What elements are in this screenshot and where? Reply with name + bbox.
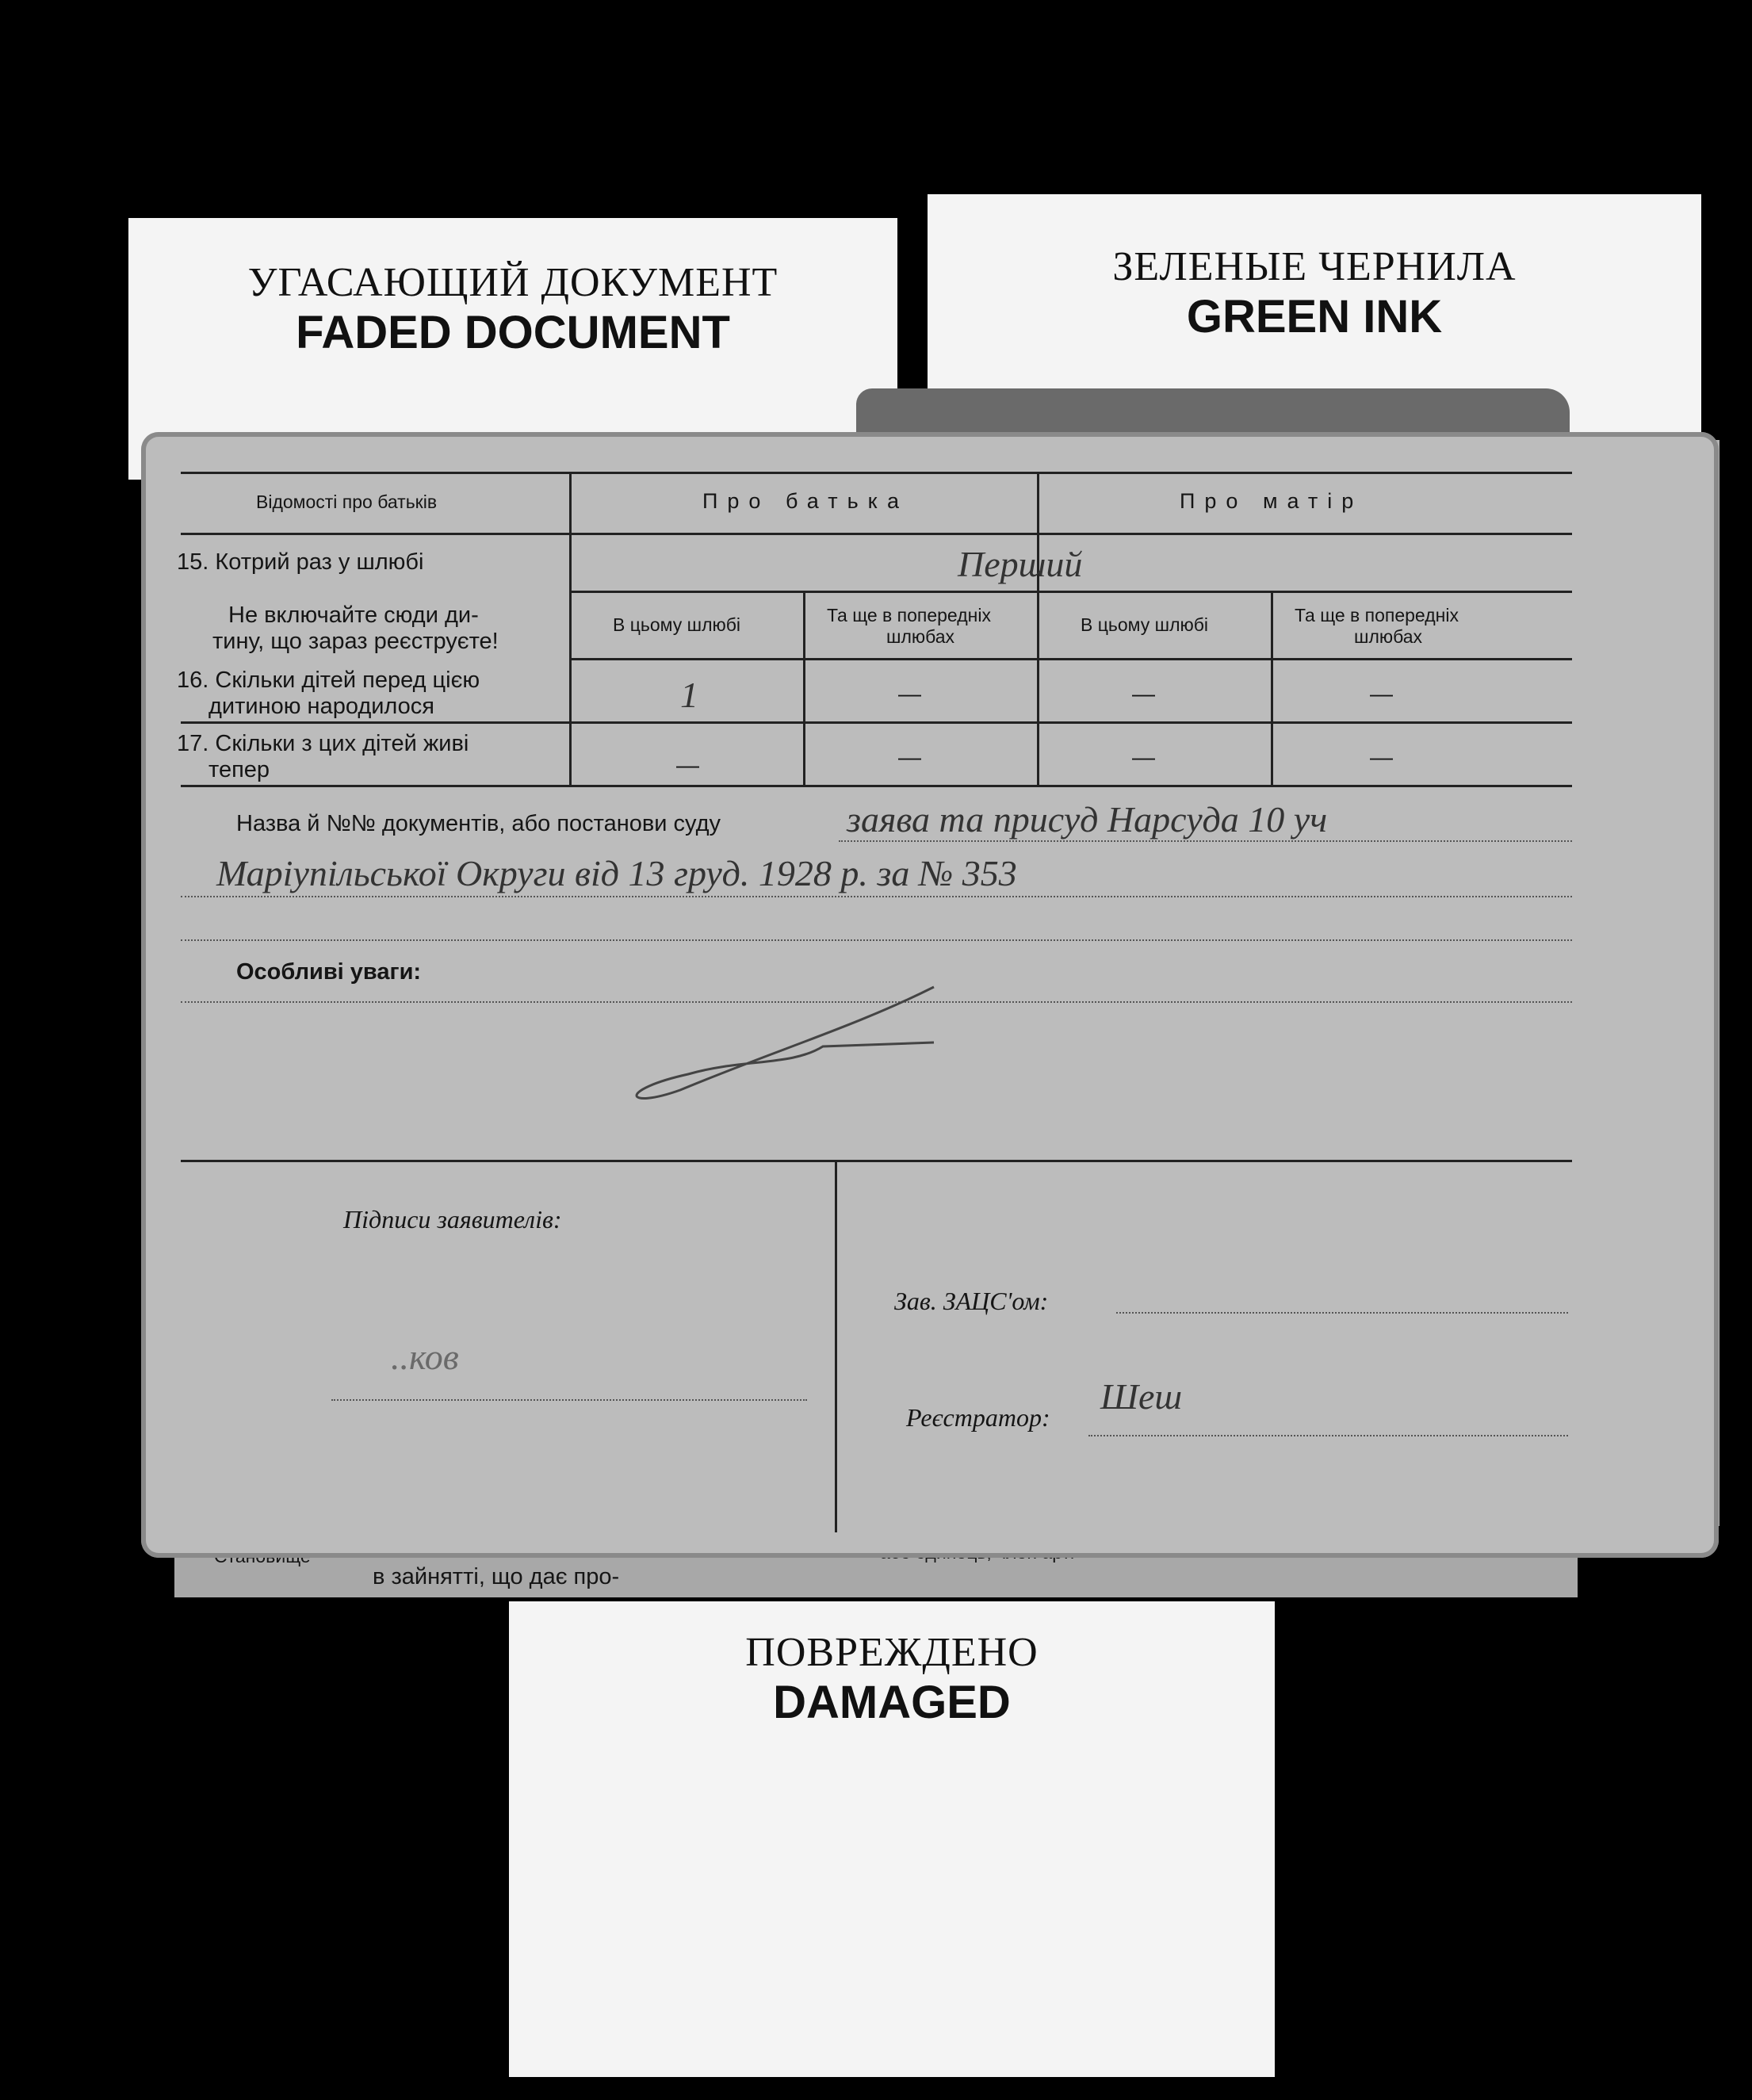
handwritten-stroke [617,971,950,1114]
applicant-signature: ..ков [391,1337,459,1377]
fill-line [1088,1435,1568,1436]
table-border [181,721,1572,724]
row15-label: 15. Котрий раз у шлюбі [177,549,424,575]
row17-mother-prev: — [1370,745,1393,771]
registrar-signature: Шеш [1100,1376,1183,1417]
row15-handwritten-value: Перший [958,544,1083,584]
row16-label-2: дитиною народилося [208,694,435,719]
note-line1: Не включайте сюди ди- [228,602,479,628]
table-border [569,591,1572,593]
documents-value-line2: Маріупільської Округи від 13 груд. 1928 р. за № 353 [216,853,1017,893]
documents-label: Назва й №№ документів, або постанови суду [236,811,721,836]
fill-line [331,1399,807,1401]
row16-mother-this: — [1132,682,1155,707]
damaged-label-ru: ПОВРЕЖДЕНО [745,1630,1039,1675]
fill-line [181,939,1572,941]
fill-line [839,840,1572,842]
zags-head-label: Зав. ЗАЦС'ом: [894,1287,1049,1315]
subheader-mother-prev-2: шлюбах [1354,626,1423,647]
header-about-mother: Про матір [1180,489,1364,513]
registrar-label: Реєстратор: [906,1403,1050,1432]
subheader-mother-prev-1: Та ще в попередніх [1295,605,1459,625]
damaged-label [509,1601,1275,2077]
applicants-signatures-label: Підписи заявителів: [343,1205,562,1234]
subheader-father-prev-2: шлюбах [886,626,955,647]
row17-label-2: тепер [208,757,270,782]
table-border [1271,591,1273,785]
damaged-label-en: DAMAGED [773,1677,1011,1728]
table-border [1037,472,1039,785]
registration-form-sheet [141,432,1719,1558]
special-notes-label: Особливі уваги: [236,959,422,985]
header-parents-info: Відомості про батьків [256,492,438,512]
table-border [803,591,805,785]
fill-line [1116,1312,1568,1314]
faded-label-en: FADED DOCUMENT [296,307,730,358]
row16-mother-prev: — [1370,682,1393,707]
fragment-text: в зайнятті, що дає про- [373,1564,620,1589]
row17-mother-this: — [1132,745,1155,771]
subheader-father-this: В цьому шлюбі [613,614,741,635]
note-line2: тину, що зараз реєструєте! [212,629,499,654]
table-border [181,472,1572,474]
section-divider [181,1160,1572,1162]
signature-divider [835,1160,837,1532]
fill-line [181,896,1572,897]
subheader-mother-this: В цьому шлюбі [1081,614,1209,635]
row16-father-this: 1 [680,675,698,715]
table-border [181,533,1572,535]
subheader-father-prev-1: Та ще в попередніх [827,605,991,625]
faded-label-ru: УГАСАЮЩИЙ ДОКУМЕНТ [247,260,778,305]
row17-father-this: — [676,753,699,778]
row17-label-1: 17. Скільки з цих дітей живі [177,731,469,756]
green-ink-label-en: GREEN INK [1186,291,1443,342]
green-ink-label-ru: ЗЕЛЕНЫЕ ЧЕРНИЛА [1112,244,1517,289]
table-border [181,785,1572,787]
row16-father-prev: — [898,682,921,707]
table-border [569,658,1572,660]
row17-father-prev: — [898,745,921,771]
header-about-father: Про батька [702,489,909,513]
documents-value-line1: заява та присуд Нарсуда 10 уч [847,799,1328,840]
row16-label-1: 16. Скільки дітей перед цією [177,667,480,693]
table-border [569,472,572,785]
